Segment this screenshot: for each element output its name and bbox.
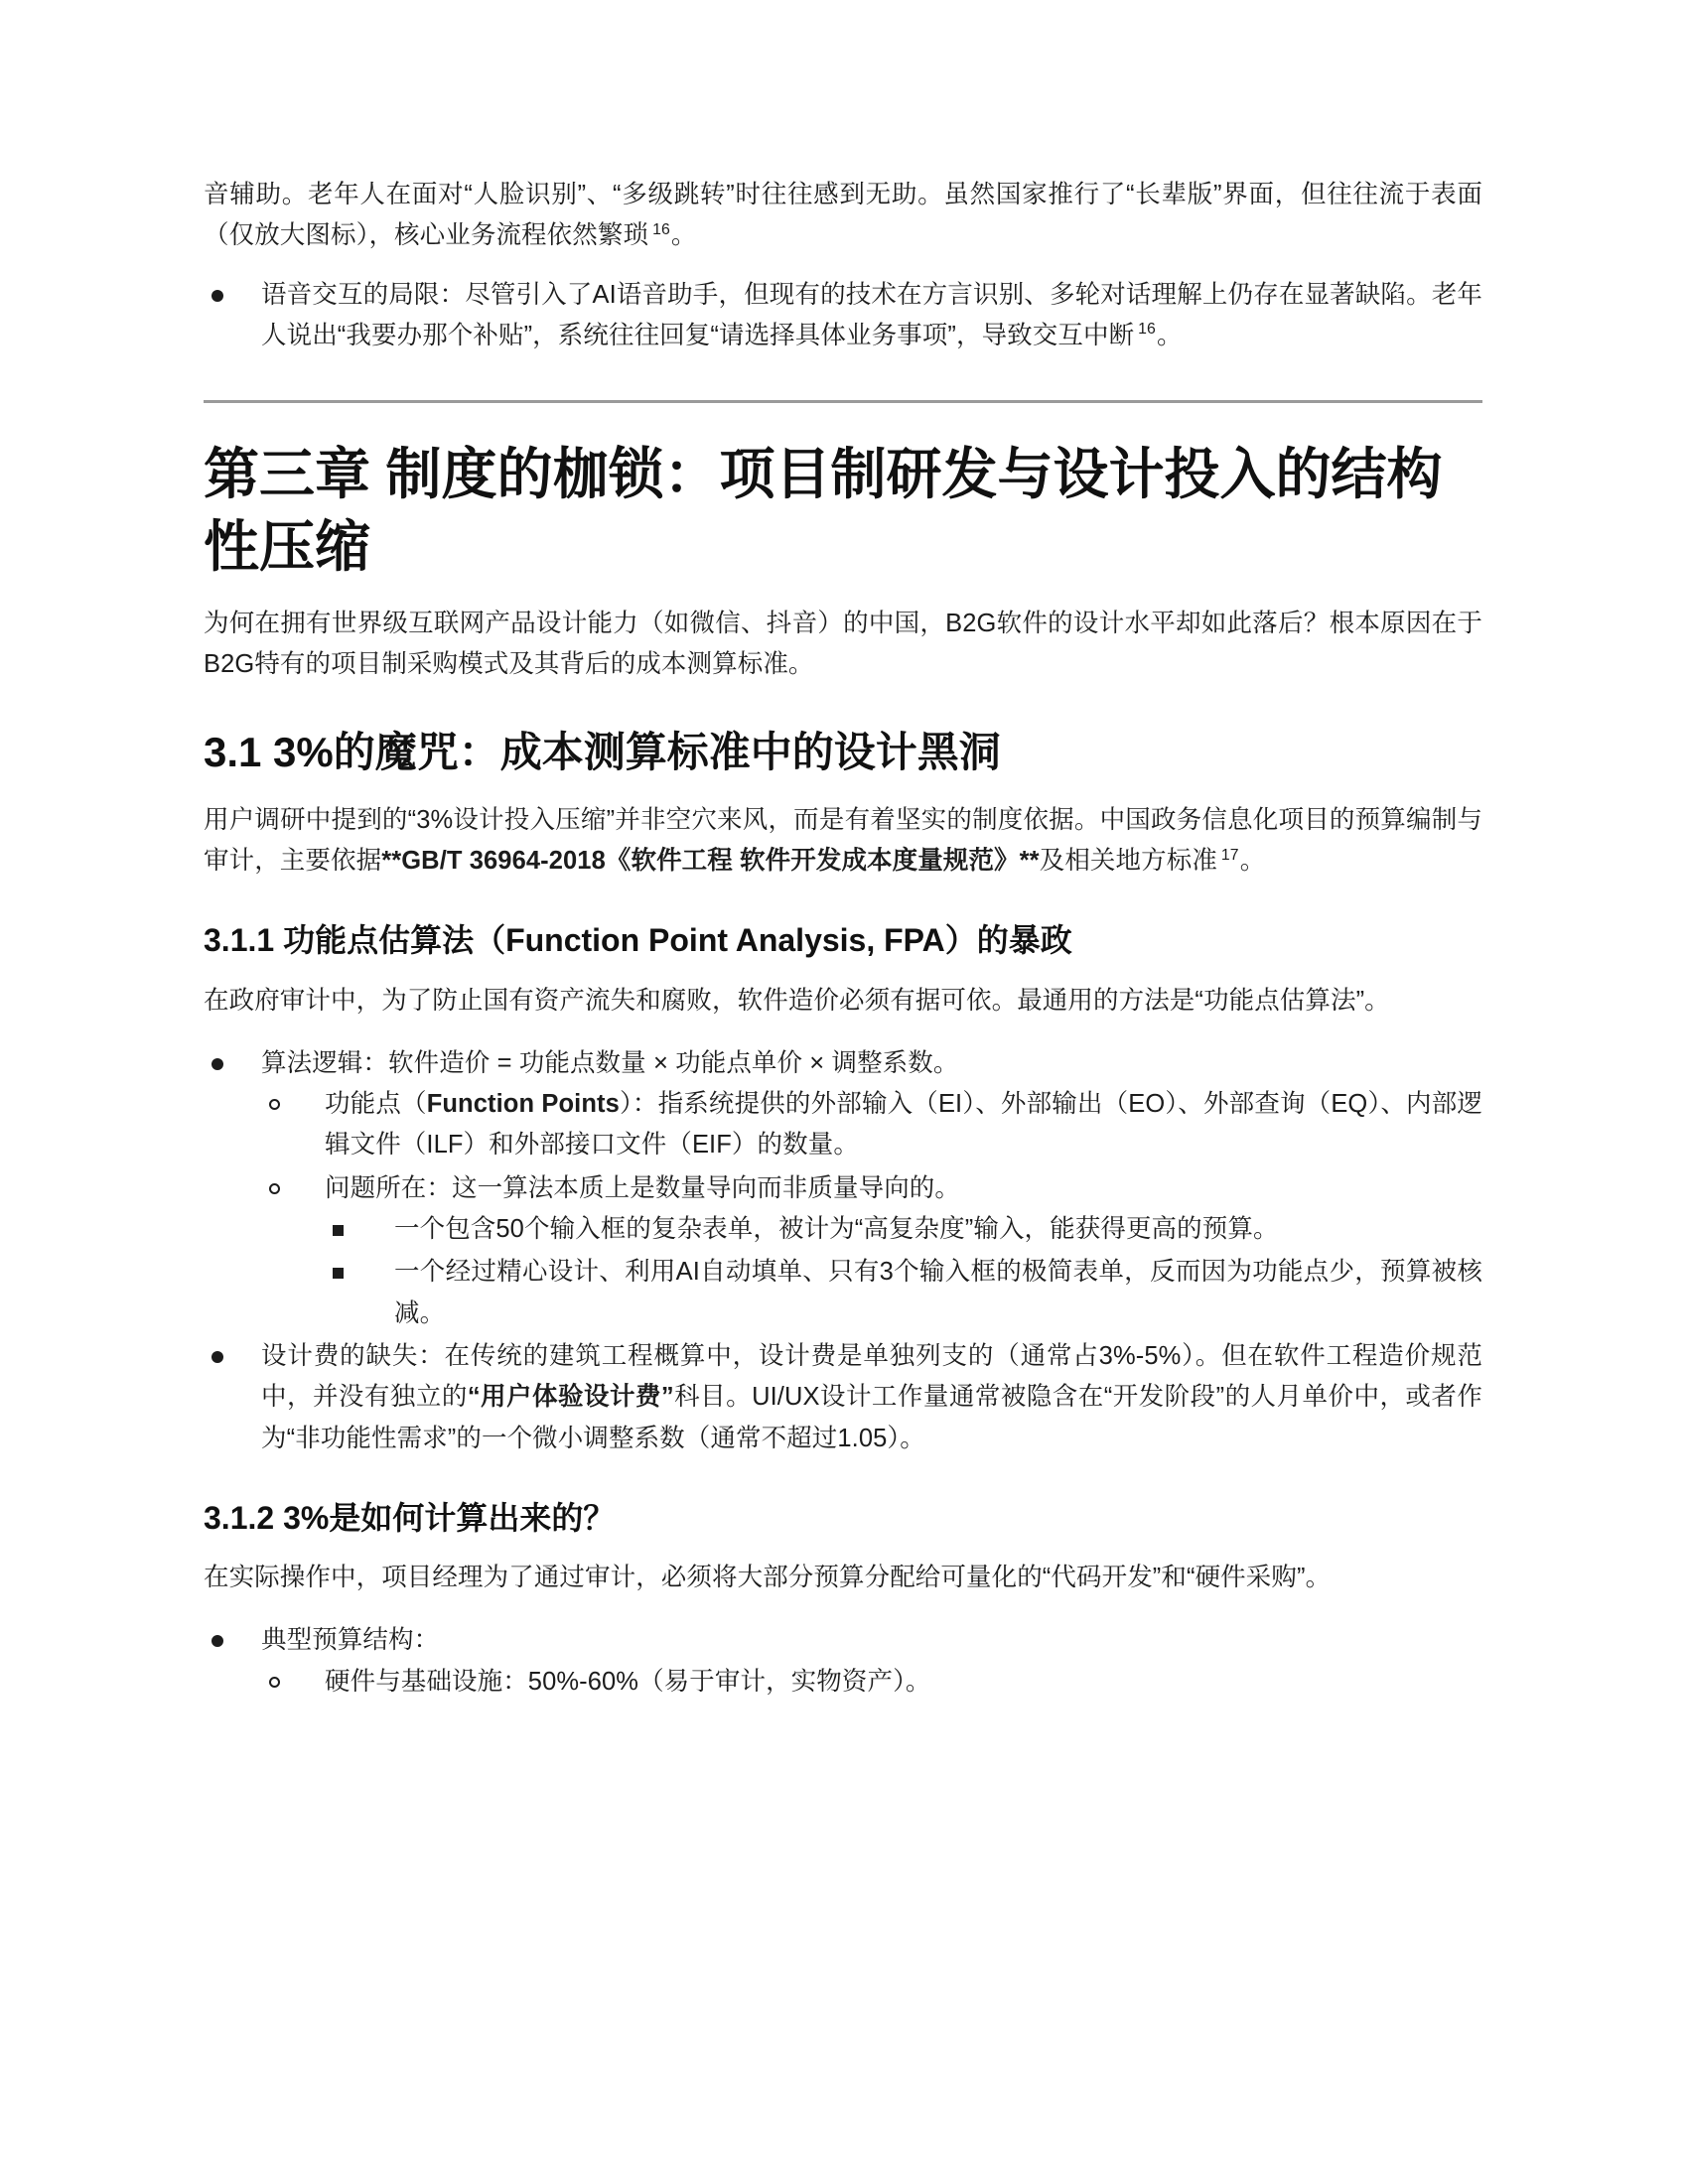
list-item-bold-term: “用户体验设计费” xyxy=(467,1383,674,1412)
footnote-marker-17: 17 xyxy=(1220,846,1239,864)
top-bullet-list xyxy=(204,275,1482,357)
paragraph-suffix: 及相关地方标准 xyxy=(1039,847,1217,876)
list-item-prefix: 功能点（ xyxy=(325,1090,427,1119)
list-item-text: 算法逻辑：软件造价 = 功能点数量 × 功能点单价 × 调整系数。 xyxy=(261,1048,959,1077)
nested-list-level-2 xyxy=(261,1662,1482,1703)
list-item-text: 语音交互的局限：尽管引入了AI语音助手，但现有的技术在方言识别、多轮对话理解上仍存在显著缺陷。老年人说出“我要办那个补贴”，系统往往回复“请选择具体业务事项”，导致交互中断 xyxy=(261,280,1482,349)
paragraph-tail: 。 xyxy=(1239,847,1266,876)
list-item-text: 典型预算结构： xyxy=(261,1626,440,1655)
footnote-marker-16b: 16 xyxy=(1138,321,1156,339)
section-title-3-1: 3.1 3%的魔咒：成本测算标准中的设计黑洞 xyxy=(204,729,1001,776)
list-item-prefix: 设计费的缺失：在传统的建筑工程概算中，设计费是单独列支的（通常占3%-5%）。但在软件工程造价规范中，并没有独立的 xyxy=(261,1341,1482,1412)
fpa-bullet-list xyxy=(204,1043,1482,1459)
list-item xyxy=(204,1336,1482,1459)
page-content xyxy=(204,175,1482,1722)
bullet-square-icon xyxy=(333,1252,344,1279)
paragraph-standard-reference: **GB/T 36964-2018《软件工程 软件开发成本度量规范》** xyxy=(381,847,1040,876)
list-item xyxy=(204,1043,1482,1334)
continued-paragraph-text: 音辅助。老年人在面对“人脸识别”、“多级跳转”时往往感到无助。虽然国家推行了“长辈版”界面，但往往流于表面（仅放大图标），核心业务流程依然繁琐 xyxy=(204,181,1482,250)
section-3-1-paragraph xyxy=(204,800,1482,883)
nested-list-level-3 xyxy=(325,1209,1482,1334)
list-item xyxy=(204,275,1482,357)
section-divider xyxy=(204,400,1482,403)
list-item xyxy=(204,1620,1482,1703)
chapter-title: 第三章 制度的枷锁：项目制研发与设计投入的结构性压缩 xyxy=(204,443,1443,578)
list-item-tail: 。 xyxy=(1156,321,1183,349)
list-item-suffix: ）：指系统提供的外部输入（EI）、外部输出（EO）、外部查询（EQ）、内部逻辑文件（ILF）和外部接口文件（EIF）的数量。 xyxy=(325,1090,1482,1160)
list-item-text: 一个经过精心设计、利用AI自动填单、只有3个输入框的极简表单，反而因为功能点少，预算被核减。 xyxy=(394,1258,1482,1327)
bullet-disc-icon xyxy=(211,1336,223,1363)
list-item xyxy=(325,1252,1482,1334)
list-item-bold-term: Function Points xyxy=(426,1090,620,1119)
paragraph-prefix: 用户调研中提到的“3%设计投入压缩”并非空穴来风，而是有着坚实的制度依据。中国政务信息化项目的预算编制与审计，主要依据 xyxy=(204,805,1482,876)
list-item-suffix: 科目。UI/UX设计工作量通常被隐含在“开发阶段”的人月单价中，或者作为“非功能性需求”的一个微小调整系数（通常不超过1.05）。 xyxy=(261,1383,1482,1452)
subsection-title-3-1-1: 3.1.1 功能点估算法（Function Point Analysis, FPA）的暴政 xyxy=(204,922,1072,959)
budget-bullet-list xyxy=(204,1620,1482,1703)
footnote-marker-16a: 16 xyxy=(652,220,670,238)
chapter-intro-paragraph: 为何在拥有世界级互联网产品设计能力（如微信、抖音）的中国，B2G软件的设计水平却如此落后？根本原因在于B2G特有的项目制采购模式及其背后的成本测算标准。 xyxy=(204,609,1482,679)
list-item-text: 硬件与基础设施：50%-60%（易于审计，实物资产）。 xyxy=(325,1667,931,1696)
bullet-circle-icon xyxy=(269,1168,280,1194)
list-item xyxy=(261,1084,1482,1166)
section-3-1-2-paragraph: 在实际操作中，项目经理为了通过审计，必须将大部分预算分配给可量化的“代码开发”和“硬件采购”。 xyxy=(204,1564,1332,1592)
bullet-disc-icon xyxy=(211,1620,223,1647)
bullet-circle-icon xyxy=(269,1084,280,1110)
continued-paragraph-tail: 。 xyxy=(670,221,697,250)
bullet-circle-icon xyxy=(269,1662,280,1688)
bullet-disc-icon xyxy=(211,275,223,302)
subsection-title-3-1-2: 3.1.2 3%是如何计算出来的？ xyxy=(204,1499,616,1536)
list-item xyxy=(261,1662,1482,1703)
continued-paragraph xyxy=(204,175,1482,257)
list-item xyxy=(261,1168,1482,1334)
list-item xyxy=(325,1209,1482,1250)
bullet-square-icon xyxy=(333,1209,344,1236)
list-item-text: 一个包含50个输入框的复杂表单，被计为“高复杂度”输入，能获得更高的预算。 xyxy=(394,1215,1279,1244)
list-item-text: 问题所在：这一算法本质上是数量导向而非质量导向的。 xyxy=(325,1173,961,1202)
bullet-disc-icon xyxy=(211,1043,223,1070)
nested-list-level-2 xyxy=(261,1084,1482,1334)
section-3-1-1-paragraph: 在政府审计中，为了防止国有资产流失和腐败，软件造价必须有据可依。最通用的方法是“功能点估算法”。 xyxy=(204,986,1390,1015)
